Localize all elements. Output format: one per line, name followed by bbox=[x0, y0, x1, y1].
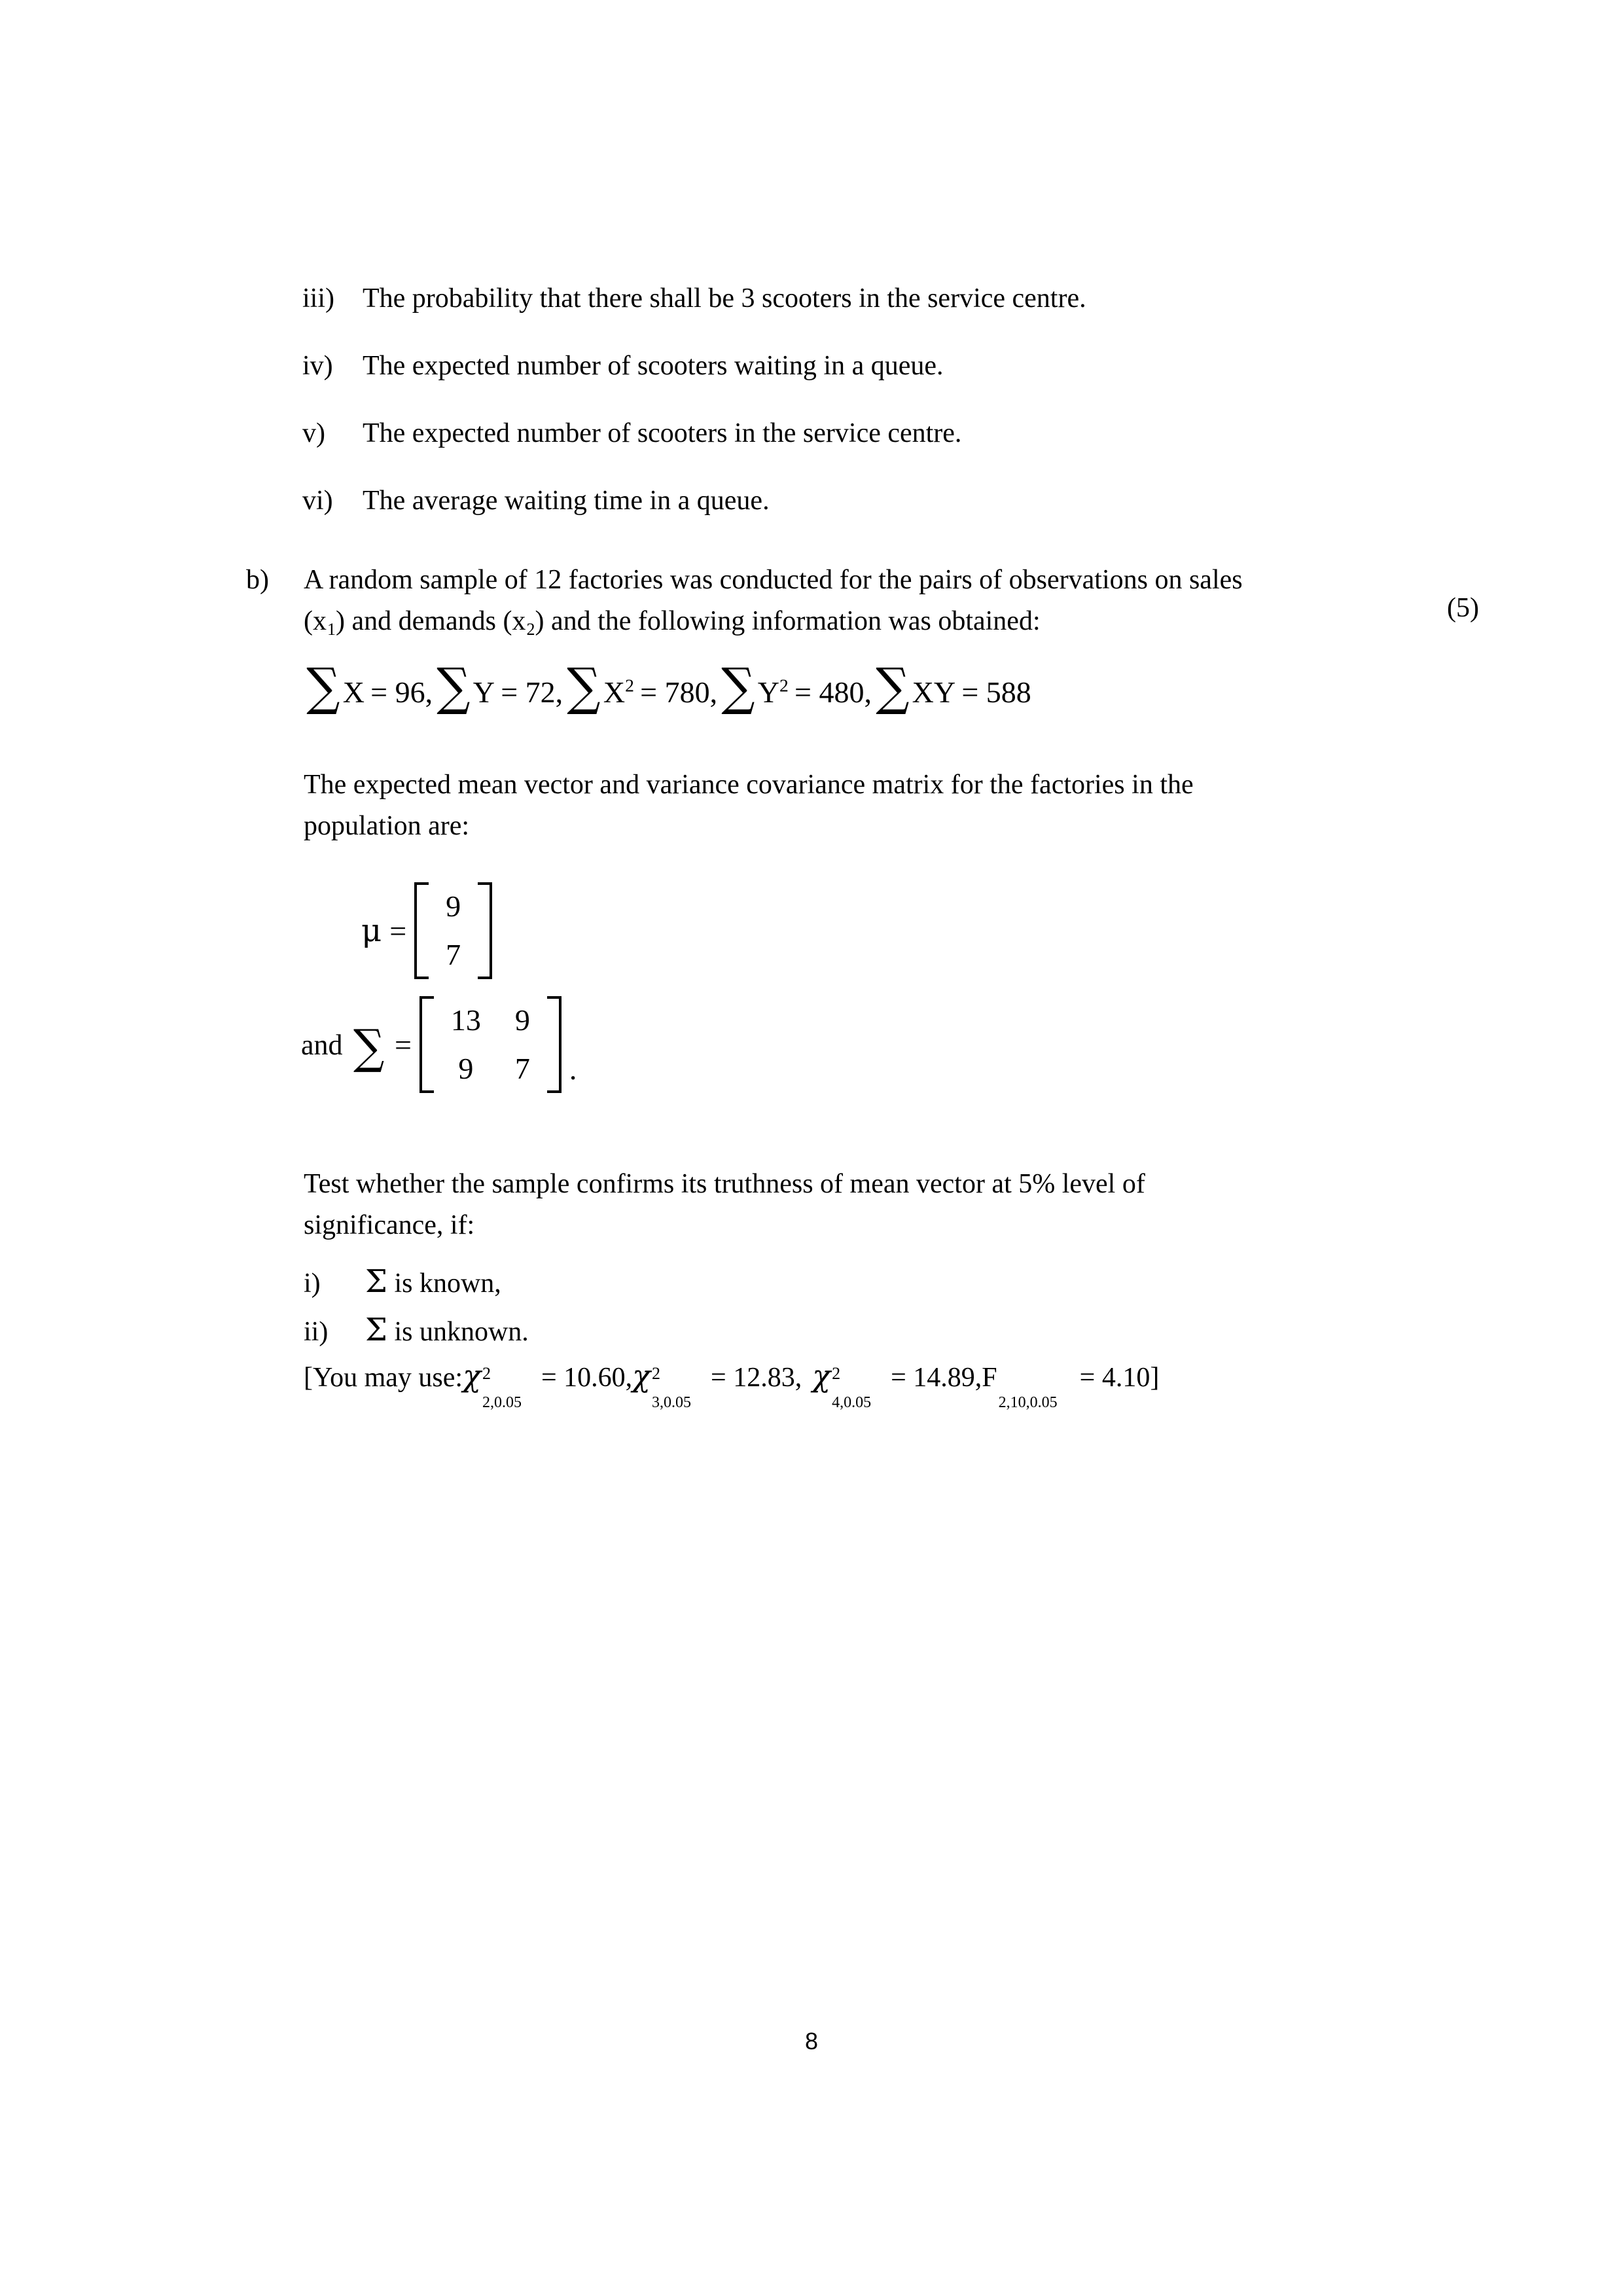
list-marker: iv) bbox=[302, 351, 333, 381]
condition-label: is known, bbox=[394, 1268, 501, 1299]
matrix-cell: 9 bbox=[514, 1003, 530, 1037]
list-item bbox=[302, 350, 1415, 382]
x1-open: (x bbox=[304, 606, 327, 636]
f-stat bbox=[982, 1362, 1160, 1411]
condition-label: is unknown. bbox=[394, 1317, 529, 1347]
table-row bbox=[434, 996, 547, 1045]
sigma-symbol: Σ bbox=[365, 1263, 387, 1300]
list-marker: ii) bbox=[304, 1317, 329, 1347]
x2-subscript: 2 bbox=[526, 619, 535, 639]
period-mark: . bbox=[569, 1052, 577, 1086]
sum-x-squared bbox=[565, 658, 718, 717]
sum-x-value: = 96, bbox=[370, 675, 433, 709]
expected-line2: population are: bbox=[304, 811, 470, 841]
sum-y-value: = 72, bbox=[501, 675, 563, 709]
table-row bbox=[429, 931, 478, 979]
sigma-icon: ∑ bbox=[721, 658, 755, 717]
chi2-4-subscript: 4,0.05 bbox=[832, 1394, 872, 1411]
sum-y-squared bbox=[720, 658, 872, 717]
matrix-bracket bbox=[419, 996, 562, 1093]
list-item bbox=[302, 418, 1415, 449]
condition-text bbox=[365, 1312, 529, 1348]
f-stat-subscript: 2,10,0.05 bbox=[998, 1394, 1058, 1411]
marks-allocation: (5) bbox=[1447, 593, 1479, 623]
table-row bbox=[429, 882, 478, 931]
part-marker: b) bbox=[246, 565, 269, 595]
part-b-paragraph bbox=[304, 560, 1529, 642]
hint-open-text: [You may use: bbox=[304, 1363, 463, 1393]
expected-line1: The expected mean vector and variance covariance matrix for the factories in the bbox=[304, 770, 1194, 800]
question-part-b bbox=[246, 560, 1529, 642]
matrix-bracket bbox=[414, 882, 492, 979]
chi-symbol: χ bbox=[812, 1358, 831, 1393]
matrix-cell: 7 bbox=[514, 1052, 530, 1085]
chi2-4-power: 2 bbox=[832, 1364, 841, 1383]
sum-x bbox=[305, 658, 433, 717]
list-marker: i) bbox=[304, 1268, 321, 1299]
mu-symbol: μ bbox=[361, 912, 382, 949]
x-mid-text: ) and demands (x bbox=[336, 606, 526, 636]
sum-y-var: Y bbox=[473, 675, 495, 709]
sum-x2-var: X bbox=[603, 675, 626, 709]
chi2-2-value: = 10.60, bbox=[541, 1363, 633, 1393]
chi2-2 bbox=[463, 1358, 633, 1411]
list-text: The expected number of scooters in the service centre. bbox=[363, 418, 962, 448]
list-marker: vi) bbox=[302, 486, 333, 516]
sigma-icon: ∑ bbox=[353, 1019, 384, 1074]
chi-symbol: χ bbox=[632, 1358, 651, 1393]
chi2-3 bbox=[632, 1358, 802, 1411]
list-text: The expected number of scooters waiting in a queue. bbox=[363, 351, 944, 381]
list-marker: v) bbox=[302, 418, 325, 448]
and-label: and bbox=[301, 1028, 343, 1061]
list-text: The average waiting time in a queue. bbox=[363, 486, 770, 516]
chi2-4 bbox=[812, 1358, 982, 1411]
condition-text bbox=[365, 1263, 501, 1300]
list-item bbox=[302, 485, 1415, 516]
chi2-3-power: 2 bbox=[652, 1364, 661, 1383]
list-marker: iii) bbox=[302, 283, 334, 314]
matrix-cell: 7 bbox=[446, 938, 461, 971]
sigma-symbol: Σ bbox=[365, 1312, 387, 1348]
sum-x-var: X bbox=[342, 675, 365, 709]
sum-xy-value: = 588 bbox=[961, 675, 1031, 709]
sigma-icon: ∑ bbox=[306, 658, 340, 717]
f-stat-value: = 4.10] bbox=[1079, 1363, 1160, 1393]
list-text: The probability that there shall be 3 scooters in the service centre. bbox=[363, 283, 1086, 314]
roman-numeral-list bbox=[302, 283, 1415, 552]
sum-xy bbox=[874, 658, 1031, 717]
sigma-icon: ∑ bbox=[567, 658, 601, 717]
matrix-cell: 9 bbox=[446, 889, 461, 923]
x1-subscript: 1 bbox=[327, 619, 336, 639]
list-item bbox=[302, 283, 1415, 314]
chi2-3-value: = 12.83, bbox=[711, 1363, 802, 1393]
list-item bbox=[304, 1263, 1089, 1300]
chi2-4-value: = 14.89, bbox=[891, 1363, 982, 1393]
sigma-icon: ∑ bbox=[876, 658, 910, 717]
sum-y2-power: 2 bbox=[779, 675, 789, 696]
list-item bbox=[304, 1312, 1089, 1348]
chi2-2-subscript: 2,0.05 bbox=[482, 1394, 522, 1411]
matrix-cell: 9 bbox=[458, 1052, 474, 1085]
sum-x2-power: 2 bbox=[625, 675, 634, 696]
chi-symbol: χ bbox=[463, 1358, 481, 1393]
table-row bbox=[434, 1045, 547, 1093]
part-b-line1: A random sample of 12 factories was conducted for the pairs of observations on sales bbox=[304, 565, 1243, 595]
hint-line bbox=[304, 1358, 1160, 1411]
test-line1: Test whether the sample confirms its truthness of mean vector at 5% level of bbox=[304, 1169, 1145, 1199]
matrix-cell: 13 bbox=[450, 1003, 481, 1037]
part-b-line2 bbox=[304, 606, 1041, 639]
sum-x2-value: = 780, bbox=[640, 675, 718, 709]
sigma-icon: ∑ bbox=[437, 658, 471, 717]
summation-equation bbox=[305, 658, 1034, 717]
f-symbol: F bbox=[982, 1363, 997, 1393]
x-post-text: ) and the following information was obtained: bbox=[535, 606, 1041, 636]
equals-sign: = bbox=[389, 914, 407, 948]
sum-y2-var: Y bbox=[757, 675, 779, 709]
test-instruction-paragraph bbox=[304, 1164, 1482, 1246]
sum-xy-var: XY bbox=[912, 675, 956, 709]
test-line2: significance, if: bbox=[304, 1210, 475, 1240]
covariance-matrix bbox=[434, 996, 547, 1093]
mean-vector-matrix bbox=[429, 882, 478, 979]
expected-mean-paragraph bbox=[304, 764, 1482, 847]
sum-y bbox=[435, 658, 563, 717]
sum-y2-value: = 480, bbox=[794, 675, 872, 709]
mean-vector-equation bbox=[361, 882, 492, 979]
equals-sign: = bbox=[394, 1028, 412, 1062]
page-number: 8 bbox=[804, 2028, 819, 2054]
chi2-2-power: 2 bbox=[482, 1364, 491, 1383]
chi2-3-subscript: 3,0.05 bbox=[652, 1394, 692, 1411]
conditions-list bbox=[304, 1263, 1089, 1360]
covariance-matrix-equation bbox=[301, 996, 577, 1093]
